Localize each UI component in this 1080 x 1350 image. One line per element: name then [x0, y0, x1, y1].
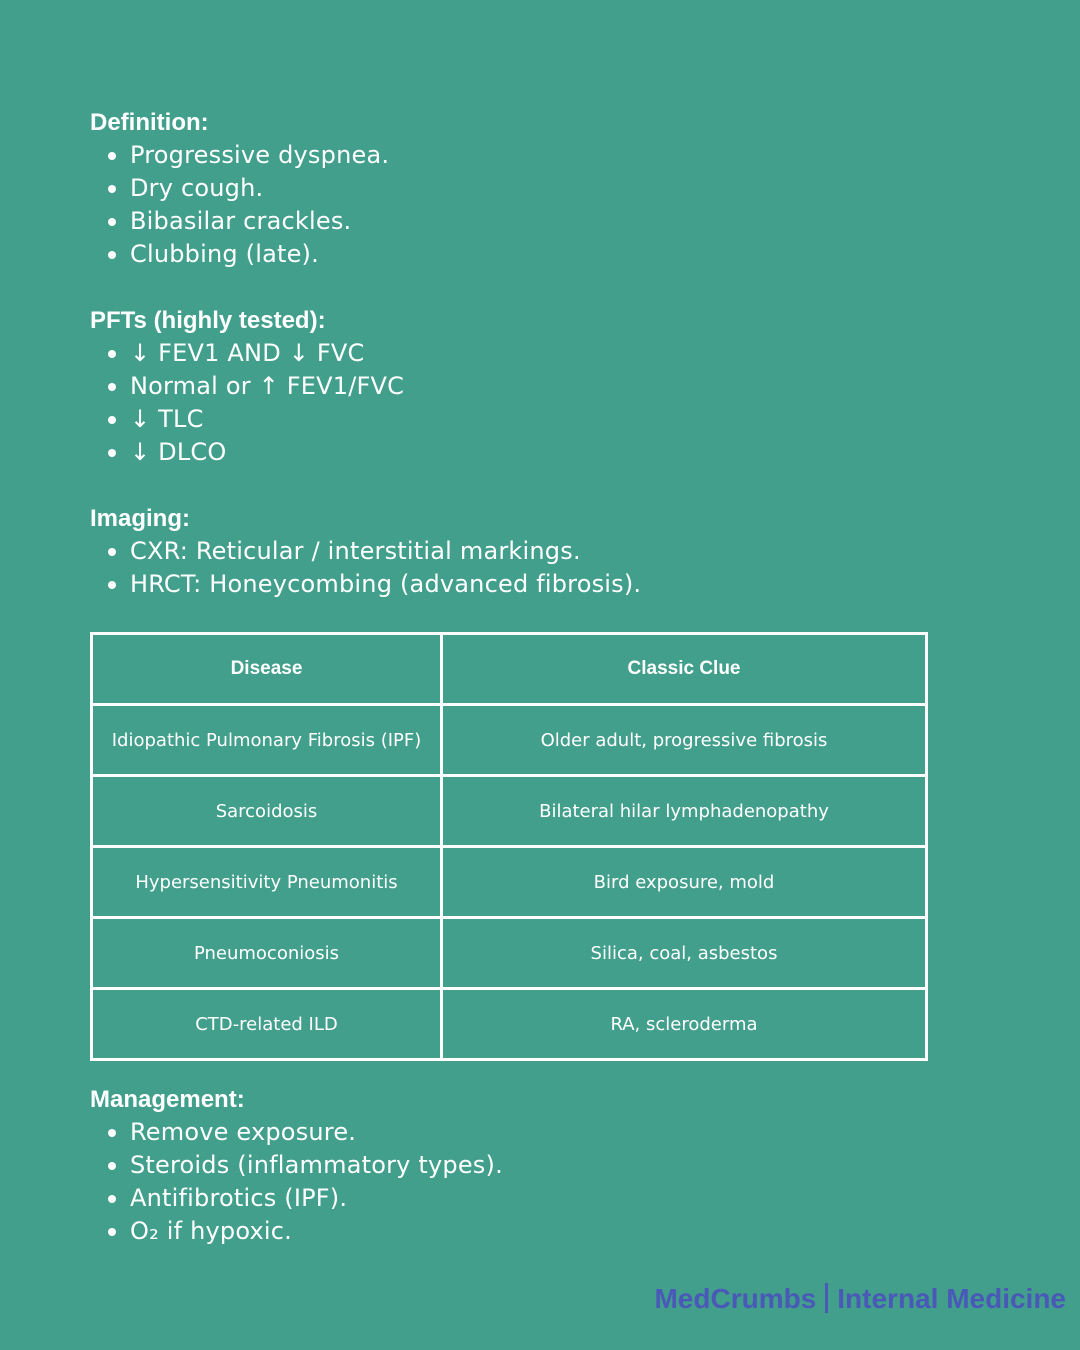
header-disease: Disease: [92, 634, 442, 705]
table-row: [92, 918, 927, 989]
imaging-heading: Imaging:: [90, 505, 190, 532]
list-item: ↓ TLC: [90, 403, 1030, 436]
content: [90, 106, 1030, 1248]
brand-name: MedCrumbs: [654, 1283, 817, 1314]
table-cell-clue: Bilateral hilar lymphadenopathy: [442, 776, 927, 847]
management-heading: Management:: [90, 1086, 245, 1113]
list-item: Steroids (inflammatory types).: [90, 1149, 1030, 1182]
table-cell-clue: RA, scleroderma: [442, 989, 927, 1060]
list-item: ↓ FEV1 AND ↓ FVC: [90, 337, 1030, 370]
list-item: HRCT: Honeycombing (advanced fibrosis).: [90, 568, 1030, 601]
table-cell-disease: CTD-related ILD: [92, 989, 442, 1060]
table-header-row: [92, 634, 927, 705]
bullet-icon: [108, 185, 116, 193]
list-item: Remove exposure.: [90, 1116, 1030, 1149]
management-list: [90, 1116, 1030, 1248]
bullet-icon: [108, 581, 116, 589]
bullet-icon: [108, 383, 116, 391]
bullet-icon: [108, 1129, 116, 1137]
bullet-icon: [108, 548, 116, 556]
disease-table-wrapper: [90, 632, 1030, 1061]
list-item: Normal or ↑ FEV1/FVC: [90, 370, 1030, 403]
table-row: [92, 705, 927, 776]
list-item: CXR: Reticular / interstitial markings.: [90, 535, 1030, 568]
table-cell-disease: Hypersensitivity Pneumonitis: [92, 847, 442, 918]
bullet-icon: [108, 152, 116, 160]
list-item: ↓ DLCO: [90, 436, 1030, 469]
brand-footer: [654, 1283, 1066, 1315]
bullet-icon: [108, 1162, 116, 1170]
table-cell-clue: Silica, coal, asbestos: [442, 918, 927, 989]
table-cell-clue: Bird exposure, mold: [442, 847, 927, 918]
table-cell-disease: Pneumoconiosis: [92, 918, 442, 989]
table-cell-clue: Older adult, progressive fibrosis: [442, 705, 927, 776]
bullet-icon: [108, 1228, 116, 1236]
bullet-icon: [108, 449, 116, 457]
definition-list: [90, 139, 1030, 271]
bullet-icon: [108, 251, 116, 259]
list-item: Bibasilar crackles.: [90, 205, 1030, 238]
list-item: O₂ if hypoxic.: [90, 1215, 1030, 1248]
list-item: Dry cough.: [90, 172, 1030, 205]
disease-table: [90, 632, 928, 1061]
table-cell-disease: Sarcoidosis: [92, 776, 442, 847]
imaging-list: [90, 535, 1030, 601]
header-classic-clue: Classic Clue: [442, 634, 927, 705]
bullet-icon: [108, 350, 116, 358]
table-row: [92, 847, 927, 918]
table-cell-disease: Idiopathic Pulmonary Fibrosis (IPF): [92, 705, 442, 776]
bullet-icon: [108, 218, 116, 226]
definition-heading: Definition:: [90, 109, 209, 136]
list-item: Clubbing (late).: [90, 238, 1030, 271]
table-row: [92, 776, 927, 847]
bullet-icon: [108, 1195, 116, 1203]
pfts-list: [90, 337, 1030, 469]
brand-divider: [825, 1283, 828, 1313]
pfts-heading: PFTs (highly tested):: [90, 307, 326, 334]
brand-section: Internal Medicine: [837, 1283, 1066, 1314]
list-item: Antifibrotics (IPF).: [90, 1182, 1030, 1215]
table-row: [92, 989, 927, 1060]
bullet-icon: [108, 416, 116, 424]
list-item: Progressive dyspnea.: [90, 139, 1030, 172]
